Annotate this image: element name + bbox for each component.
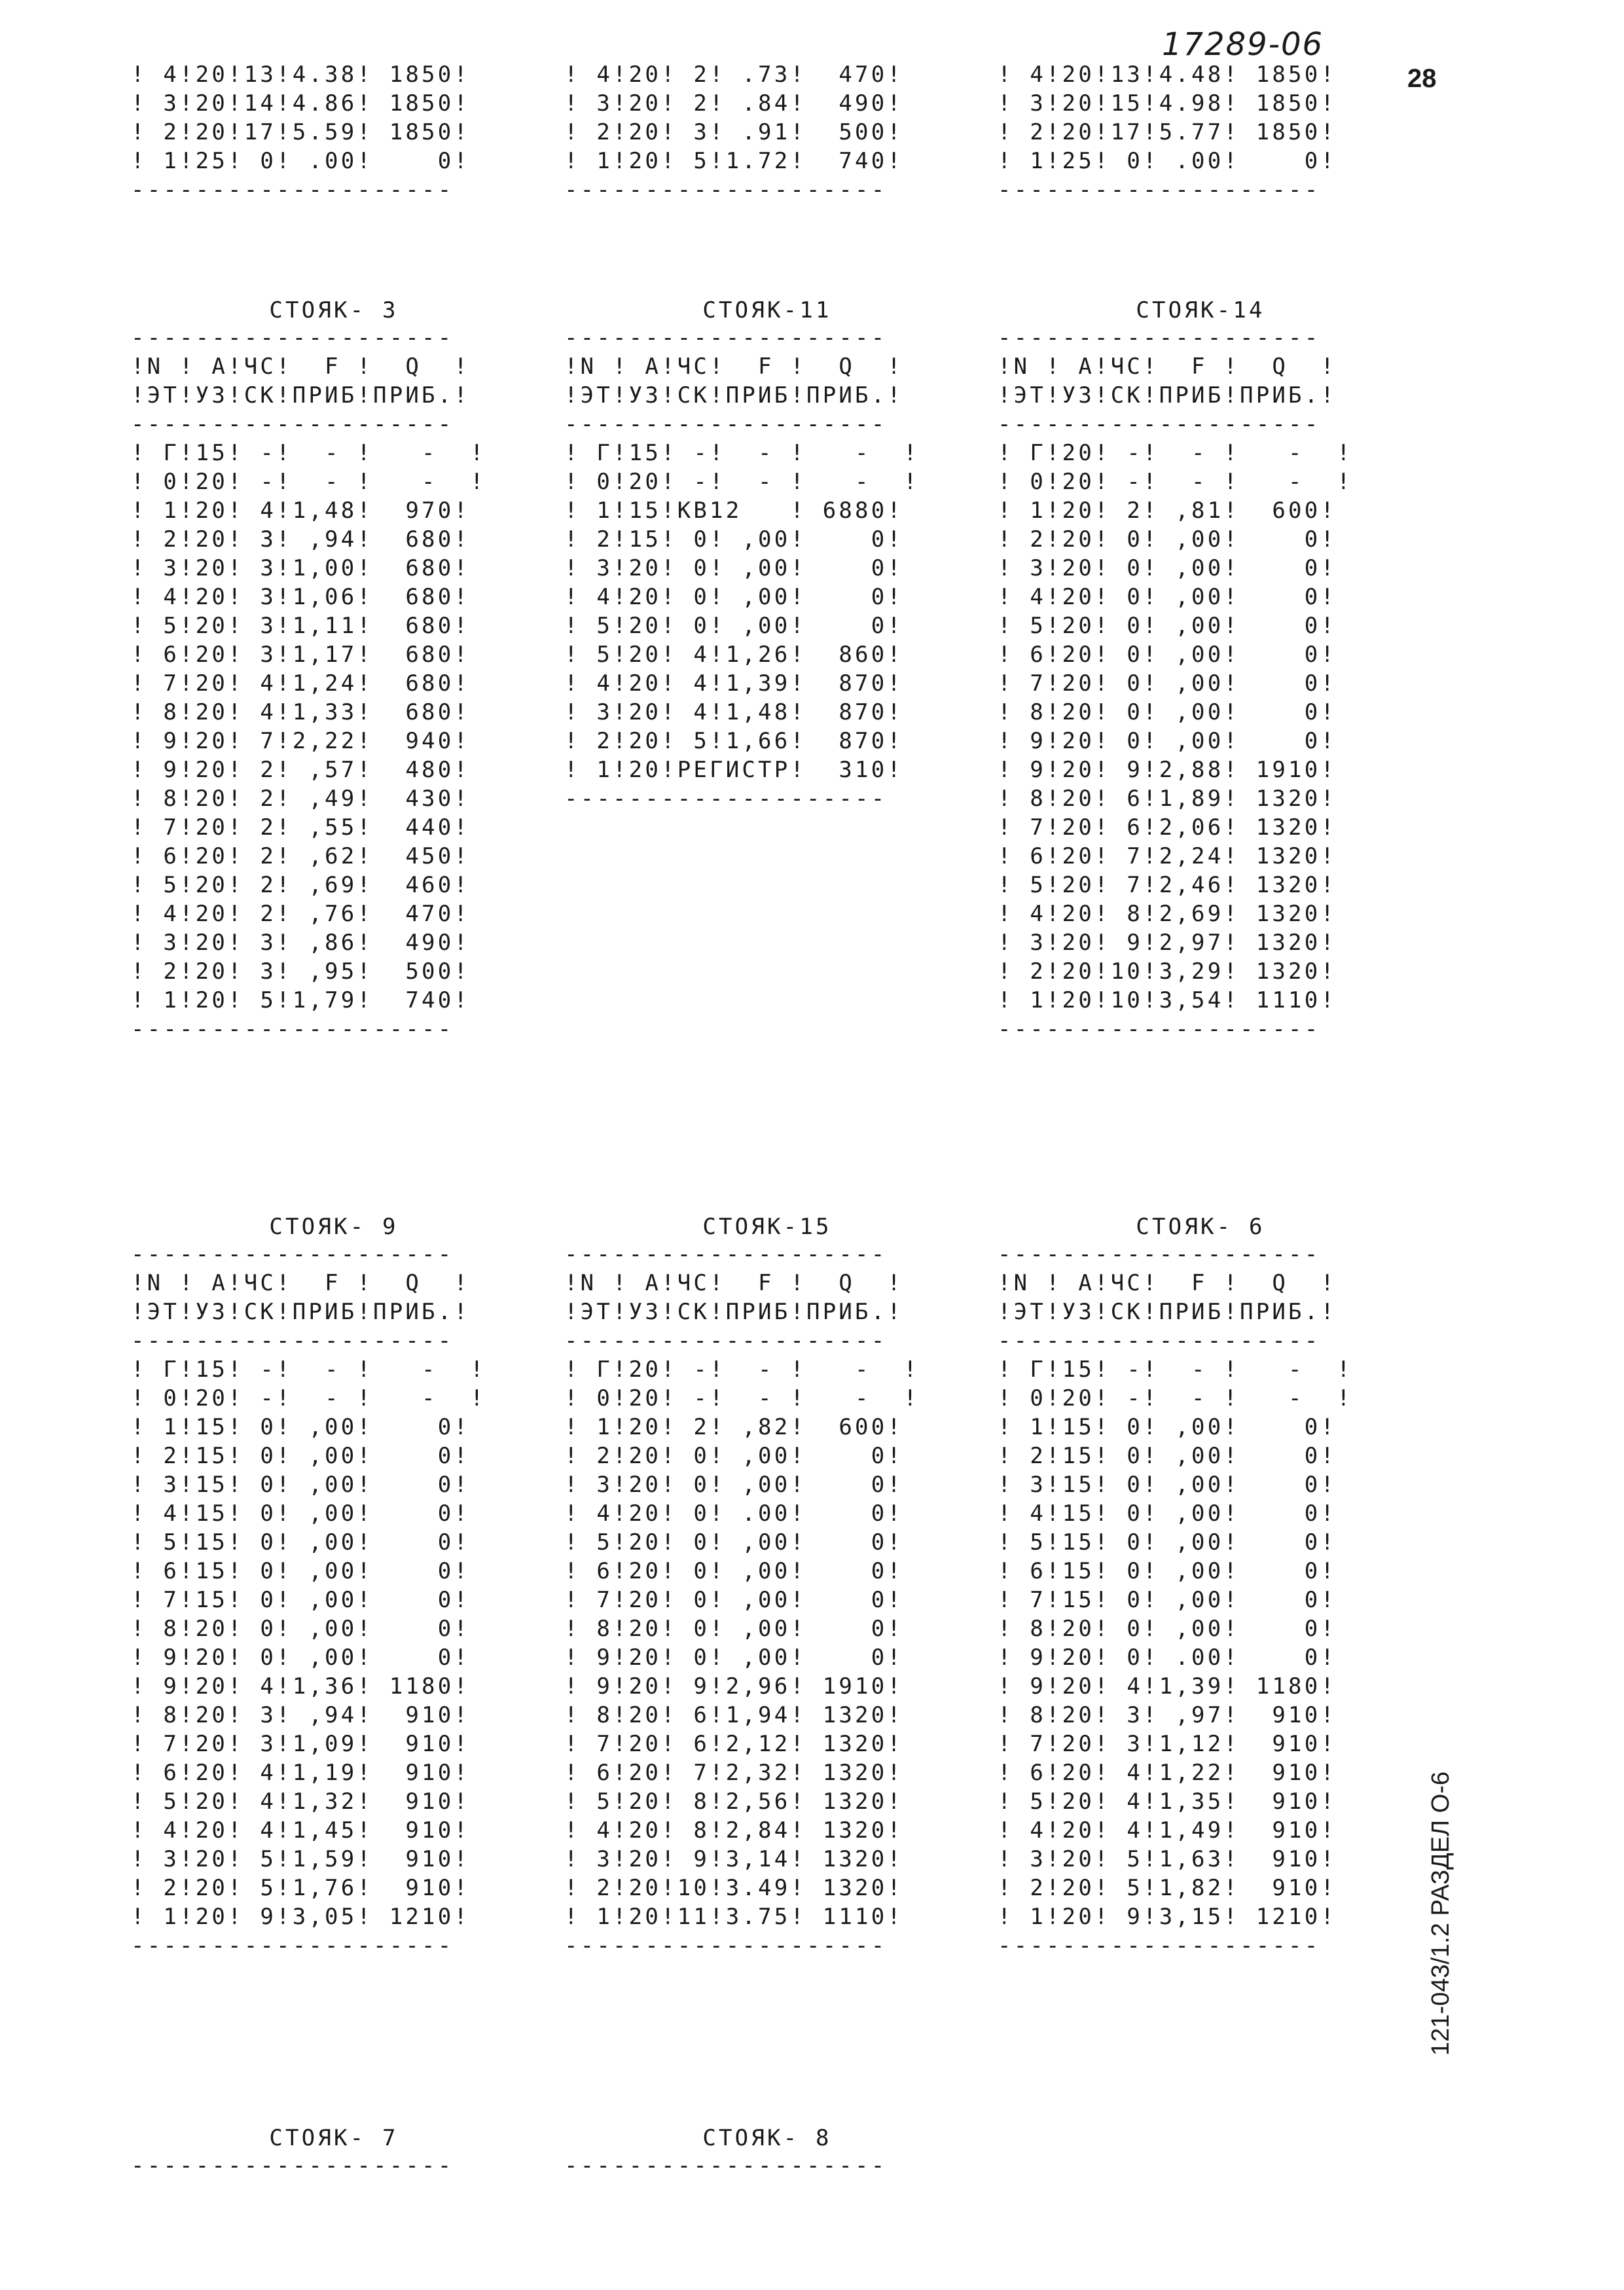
table-row: ! 5!20! 0! ,00! 0! [564, 1529, 904, 1555]
table-row: ! 3!20! 5!1,59! 910! [131, 1846, 471, 1872]
table-row: ! 4!15! 0! ,00! 0! [131, 1500, 471, 1527]
table-stoyak-7 [131, 2121, 537, 2180]
table-header-row: !ЭТ!УЗ!СК!ПРИБ!ПРИБ.! [131, 382, 471, 409]
table-title: СТОЯК- 9 [269, 1214, 399, 1240]
continuation-column-1 [131, 60, 470, 204]
table-title: СТОЯК- 3 [269, 297, 399, 323]
table-row: ! Г!15! -! - ! - ! [131, 440, 486, 466]
table-row: ! 6!20! 3!1,17! 680! [131, 642, 471, 668]
table-header-row: !ЭТ!УЗ!СК!ПРИБ!ПРИБ.! [998, 1299, 1337, 1325]
table-top-rule: -------------------- [131, 1241, 454, 1267]
table-row: ! Г!15! -! - ! - ! [998, 1356, 1353, 1383]
table-row: ! 1!20!11!3.75! 1110! [564, 1904, 904, 1930]
table-row: ! 3!20! 0! ,00! 0! [564, 555, 904, 581]
table-row: ! 3!20! 5!1,63! 910! [998, 1846, 1337, 1872]
table-row: ! Г!20! -! - ! - ! [564, 1356, 920, 1383]
table-row: ! 7!20! 3!1,09! 910! [131, 1731, 471, 1757]
table-header-separator: -------------------- [564, 1328, 888, 1354]
continuation-column-2 [564, 60, 903, 204]
table-row: ! 8!20! 2! ,49! 430! [131, 786, 471, 812]
table-row: ! 4!20! 0! .00! 0! [564, 1500, 904, 1527]
table-row: ! 5!20! 4!1,35! 910! [998, 1789, 1337, 1815]
table-row: ! 0!20! -! - ! - ! [131, 469, 486, 495]
table-row: ! 7!20! 6!2,12! 1320! [564, 1731, 904, 1757]
table-row: ! 4!20! 0! ,00! 0! [564, 584, 904, 610]
table-header-separator: -------------------- [998, 411, 1321, 437]
table-row: ! 2!20! 0! ,00! 0! [564, 1443, 904, 1469]
table-bottom-rule: -------------------- [998, 1016, 1321, 1042]
table-row: ! Г!20! -! - ! - ! [998, 440, 1353, 466]
table-stoyak-8 [564, 2121, 970, 2180]
table-row: ! 4!20! 4!1,39! 870! [564, 670, 904, 697]
table-header-separator: -------------------- [131, 1328, 454, 1354]
continuation-bottom-rule: -------------------- [131, 177, 454, 203]
table-bottom-rule: -------------------- [564, 786, 888, 812]
table-header-row: !N ! А!ЧС! F ! Q ! [998, 354, 1337, 380]
table-row: ! 8!20! 0! ,00! 0! [131, 1616, 471, 1642]
table-row: ! 5!15! 0! ,00! 0! [131, 1529, 471, 1555]
table-row: ! 3!20! 3! ,86! 490! [131, 930, 471, 956]
table-row: ! 8!20! 6!1,89! 1320! [998, 786, 1337, 812]
table-row: ! 5!20! 0! ,00! 0! [564, 613, 904, 639]
table-row: ! 9!20! 0! ,00! 0! [998, 728, 1337, 754]
table-header-separator: -------------------- [998, 1328, 1321, 1354]
table-title: СТОЯК- 6 [1136, 1214, 1265, 1240]
table-stoyak-3 [131, 293, 537, 1044]
table-title: СТОЯК- 7 [269, 2125, 399, 2151]
table-row: ! 2!20! 5!1,66! 870! [564, 728, 904, 754]
table-bottom-rule: -------------------- [564, 1933, 888, 1959]
table-row: ! 1!20! 2! ,81! 600! [998, 498, 1337, 524]
table-stoyak-11 [564, 293, 970, 813]
table-row: ! 8!20! 0! ,00! 0! [564, 1616, 904, 1642]
table-top-rule: -------------------- [131, 2153, 454, 2179]
page-number: 28 [1407, 64, 1437, 93]
table-row: ! 2!20!10!3,29! 1320! [998, 958, 1337, 985]
table-row: ! 8!20! 3! ,94! 910! [131, 1702, 471, 1728]
table-row: ! 6!20! 7!2,24! 1320! [998, 843, 1337, 869]
table-row: ! 6!20! 0! ,00! 0! [564, 1558, 904, 1584]
table-row: ! 9!20! 4!1,39! 1180! [998, 1673, 1337, 1699]
table-row: ! 8!20! 6!1,94! 1320! [564, 1702, 904, 1728]
table-row: ! 3!20! 4!1,48! 870! [564, 699, 904, 725]
table-row: ! 5!20! 8!2,56! 1320! [564, 1789, 904, 1815]
table-row: ! 9!20! 0! ,00! 0! [131, 1645, 471, 1671]
table-row: ! 3!20! 9!3,14! 1320! [564, 1846, 904, 1872]
table-stoyak-9 [131, 1210, 537, 1960]
table-row: ! 2!20! 5!1,76! 910! [131, 1875, 471, 1901]
table-row: ! 7!20! 4!1,24! 680! [131, 670, 471, 697]
table-row: ! 8!20! 0! ,00! 0! [998, 1616, 1337, 1642]
table-row: ! 2!20! 0! ,00! 0! [998, 526, 1337, 553]
table-row: ! 4!20! 3!1,06! 680! [131, 584, 471, 610]
table-header-row: !ЭТ!УЗ!СК!ПРИБ!ПРИБ.! [998, 382, 1337, 409]
table-title: СТОЯК- 8 [702, 2125, 832, 2151]
table-row: ! 3!20! 3!1,00! 680! [131, 555, 471, 581]
table-row: ! 2!20! 3! ,94! 680! [131, 526, 471, 553]
table-row: ! 2!15! 0! ,00! 0! [564, 526, 904, 553]
table-row: ! 4!20! 8!2,84! 1320! [564, 1817, 904, 1844]
table-row: ! 9!20! 4!1,36! 1180! [131, 1673, 471, 1699]
table-row: ! 6!20! 4!1,22! 910! [998, 1760, 1337, 1786]
table-row: ! 9!20! 0! .00! 0! [998, 1645, 1337, 1671]
table-row: ! 7!15! 0! ,00! 0! [131, 1587, 471, 1613]
table-row: ! 0!20! -! - ! - ! [998, 1385, 1353, 1411]
table-row: ! 3!20! 0! ,00! 0! [998, 555, 1337, 581]
table-row: ! 3!20! 0! ,00! 0! [564, 1472, 904, 1498]
continuation-rows: ! 4!20!13!4.48! 1850! ! 3!20!15!4.98! 1850! ! 2!20!17!5.77! 1850! ! 1!25! 0! .00! 0! [998, 62, 1337, 174]
table-row: ! 8!20! 3! ,97! 910! [998, 1702, 1337, 1728]
table-row: ! 0!20! -! - ! - ! [564, 1385, 920, 1411]
table-row: ! 6!20! 2! ,62! 450! [131, 843, 471, 869]
table-row: ! 5!20! 2! ,69! 460! [131, 872, 471, 898]
table-row: ! 7!15! 0! ,00! 0! [998, 1587, 1337, 1613]
table-row: ! 3!20! 9!2,97! 1320! [998, 930, 1337, 956]
table-row: ! 9!20! 9!2,96! 1910! [564, 1673, 904, 1699]
table-top-rule: -------------------- [564, 2153, 888, 2179]
table-row: ! 6!15! 0! ,00! 0! [998, 1558, 1337, 1584]
continuation-rows: ! 4!20!13!4.38! 1850! ! 3!20!14!4.86! 1850! ! 2!20!17!5.59! 1850! ! 1!25! 0! .00! 0! [131, 62, 471, 174]
table-row: ! Г!15! -! - ! - ! [564, 440, 920, 466]
table-stoyak-14 [998, 293, 1403, 1044]
continuation-bottom-rule: -------------------- [564, 177, 888, 203]
table-row: ! 3!15! 0! ,00! 0! [131, 1472, 471, 1498]
table-row: ! 1!15! 0! ,00! 0! [998, 1414, 1337, 1440]
table-row: ! 1!20! 9!3,05! 1210! [131, 1904, 471, 1930]
table-row: ! 2!20! 3! ,95! 500! [131, 958, 471, 985]
table-title: СТОЯК-11 [702, 297, 832, 323]
table-header-row: !N ! А!ЧС! F ! Q ! [131, 1270, 471, 1296]
table-header-row: !N ! А!ЧС! F ! Q ! [564, 354, 904, 380]
table-stoyak-6 [998, 1210, 1403, 1960]
table-header-separator: -------------------- [564, 411, 888, 437]
table-row: ! 1!20! 2! ,82! 600! [564, 1414, 904, 1440]
table-top-rule: -------------------- [564, 1241, 888, 1267]
table-row: ! 7!20! 6!2,06! 1320! [998, 814, 1337, 841]
table-row: ! 5!15! 0! ,00! 0! [998, 1529, 1337, 1555]
table-row: ! 6!20! 7!2,32! 1320! [564, 1760, 904, 1786]
table-header-row: !N ! А!ЧС! F ! Q ! [998, 1270, 1337, 1296]
table-header-row: !ЭТ!УЗ!СК!ПРИБ!ПРИБ.! [131, 1299, 471, 1325]
table-row: ! 5!20! 3!1,11! 680! [131, 613, 471, 639]
table-header-separator: -------------------- [131, 411, 454, 437]
table-row: ! 4!20! 0! ,00! 0! [998, 584, 1337, 610]
table-row: ! 9!20! 7!2,22! 940! [131, 728, 471, 754]
table-row: ! 0!20! -! - ! - ! [564, 469, 920, 495]
table-top-rule: -------------------- [998, 1241, 1321, 1267]
table-header-row: !N ! А!ЧС! F ! Q ! [564, 1270, 904, 1296]
table-bottom-rule: -------------------- [131, 1016, 454, 1042]
table-title: СТОЯК-14 [1136, 297, 1265, 323]
table-top-rule: -------------------- [564, 325, 888, 351]
table-row: ! Г!15! -! - ! - ! [131, 1356, 486, 1383]
table-row: ! 5!20! 4!1,26! 860! [564, 642, 904, 668]
table-row: ! 6!15! 0! ,00! 0! [131, 1558, 471, 1584]
document-number: 17289-06 [1162, 26, 1324, 63]
table-row: ! 4!20! 8!2,69! 1320! [998, 901, 1337, 927]
table-row: ! 9!20! 0! ,00! 0! [564, 1645, 904, 1671]
table-row: ! 1!20! 5!1,79! 740! [131, 987, 471, 1013]
table-row: ! 0!20! -! - ! - ! [131, 1385, 486, 1411]
table-row: ! 5!20! 0! ,00! 0! [998, 613, 1337, 639]
table-row: ! 7!20! 0! ,00! 0! [998, 670, 1337, 697]
table-row: ! 5!20! 7!2,46! 1320! [998, 872, 1337, 898]
continuation-bottom-rule: -------------------- [998, 177, 1321, 203]
table-title: СТОЯК-15 [702, 1214, 832, 1240]
table-stoyak-15 [564, 1210, 970, 1960]
table-row: ! 6!20! 0! ,00! 0! [998, 642, 1337, 668]
table-row: ! 3!15! 0! ,00! 0! [998, 1472, 1337, 1498]
table-bottom-rule: -------------------- [998, 1933, 1321, 1959]
table-row: ! 2!15! 0! ,00! 0! [998, 1443, 1337, 1469]
table-row: ! 8!20! 0! ,00! 0! [998, 699, 1337, 725]
table-bottom-rule: -------------------- [131, 1933, 454, 1959]
continuation-column-3 [998, 60, 1337, 204]
table-row: ! 1!20! 9!3,15! 1210! [998, 1904, 1337, 1930]
table-row: ! 6!20! 4!1,19! 910! [131, 1760, 471, 1786]
table-row: ! 7!20! 3!1,12! 910! [998, 1731, 1337, 1757]
table-row: ! 7!20! 2! ,55! 440! [131, 814, 471, 841]
table-row: ! 0!20! -! - ! - ! [998, 469, 1353, 495]
table-row: ! 2!15! 0! ,00! 0! [131, 1443, 471, 1469]
table-row: ! 4!20! 4!1,49! 910! [998, 1817, 1337, 1844]
table-row: ! 1!15!КВ12 ! 6880! [564, 498, 904, 524]
table-row: ! 2!20!10!3.49! 1320! [564, 1875, 904, 1901]
table-row: ! 1!15! 0! ,00! 0! [131, 1414, 471, 1440]
table-header-row: !N ! А!ЧС! F ! Q ! [131, 354, 471, 380]
table-row: ! 5!20! 4!1,32! 910! [131, 1789, 471, 1815]
table-row: ! 1!20!10!3,54! 1110! [998, 987, 1337, 1013]
table-row: ! 4!20! 4!1,45! 910! [131, 1817, 471, 1844]
continuation-rows: ! 4!20! 2! .73! 470! ! 3!20! 2! .84! 490! ! 2!20! 3! .91! 500! ! 1!20! 5!1.72! 740! [564, 62, 904, 174]
table-row: ! 4!15! 0! ,00! 0! [998, 1500, 1337, 1527]
table-top-rule: -------------------- [998, 325, 1321, 351]
table-row: ! 4!20! 2! ,76! 470! [131, 901, 471, 927]
table-row: ! 1!20! 4!1,48! 970! [131, 498, 471, 524]
section-margin-label: 121-043/1.2 РАЗДЕЛ О-6 [1427, 1772, 1454, 2056]
table-header-row: !ЭТ!УЗ!СК!ПРИБ!ПРИБ.! [564, 1299, 904, 1325]
table-row: ! 8!20! 4!1,33! 680! [131, 699, 471, 725]
table-row: ! 9!20! 2! ,57! 480! [131, 757, 471, 783]
table-row: ! 1!20!РЕГИСТР! 310! [564, 757, 904, 783]
table-row: ! 9!20! 9!2,88! 1910! [998, 757, 1337, 783]
table-row: ! 2!20! 5!1,82! 910! [998, 1875, 1337, 1901]
table-header-row: !ЭТ!УЗ!СК!ПРИБ!ПРИБ.! [564, 382, 904, 409]
table-top-rule: -------------------- [131, 325, 454, 351]
table-row: ! 7!20! 0! ,00! 0! [564, 1587, 904, 1613]
